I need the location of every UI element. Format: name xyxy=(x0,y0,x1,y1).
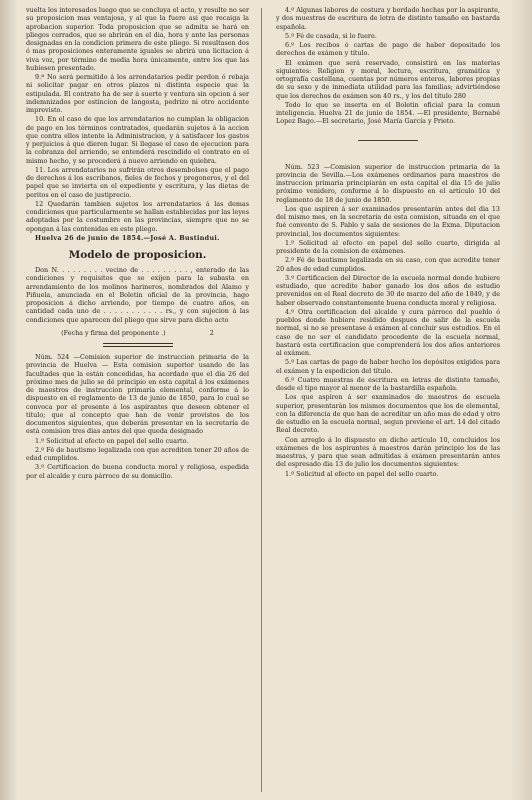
right-column xyxy=(276,6,500,794)
section-separator xyxy=(103,343,173,347)
notice-523-item: 3.º Certificacion del Director de la escuela normal donde hubiere estudiado, que acredite haber ganado los dos años de estudio prevenidos en el Real decreto de 30 de marzo del año de 1849, y de haber observado constantemente buena conducta moral y religiosa. xyxy=(276,273,500,307)
notice-523-item: 4.º Otra certificacion del alcalde y cura párroco del pueblo ó pueblos donde hubiere residido despues de salir de la escuela normal, si no se presentase á exámen al concluir sus estudios. En el caso de no ser el candidato procedente de la escuela normal, bastará esta certificacion que comprenderá los dos años anteriores al exámen. xyxy=(276,307,500,357)
model-signature-text: (Fecha y firma del proponente .) xyxy=(61,328,166,337)
model-signature-number: 2 xyxy=(209,328,214,337)
left-column xyxy=(26,6,249,794)
paragraph: 10. En el caso de que los arrendatarios no cumplan la obligacion de pago en los términos contratados, quedarán sujetos á la accion que contra ellos intente la Administracion, y á satisfacer los gastos y perjuicios á que dieren lugar. Si llegase el caso de ejecucion para la cobranza del arriendo, se entenderá rescindido el contrato en el mismo hecho, y se procederá á nuevo arriendo en quiebra. xyxy=(26,115,249,165)
notice-523-item: 2.º Fé de bautismo legalizada en su caso, con que acredite tener 20 años de edad cumplidos. xyxy=(276,256,500,273)
model-title: Modelo de proposicion. xyxy=(68,249,207,261)
notice-524-intro: Núm. 524 —Comision superior de instruccion primaria de la provincia de Huelva — Esta comision superior usando de las facultades que la están concedidas, ha acordado que el dia 26 del próximo mes de julio se dé principio en esta capital á los exámenes de maestros de instruccion primaria elemental, conforme á lo dispuesto en el reglamento de 13 de junio de 1850, para lo cual se convoca por el presente á los aspirantes que deseen obtener el título; que al concepto que han de venir provistos de los documentos siguientes, que deberán presentar en la secretaría de está comision tres dias antes del que queda designado xyxy=(26,353,249,436)
paragraph: 5.º Fé de casada, si lo fuere. xyxy=(285,31,377,40)
paragraph: 4.º Algunas labores de costura y bordado hechas por la aspirante, y dos muestras de escritura de letra de distinto tamaño en bastarda española. xyxy=(276,6,500,31)
paragraph: El exámen que será reservado, consistirá en las materias siguientes: Religion y moral, lectura, escritura, gramática y ortografía castellana, cuentas por números enteros, labores propias de su sexo y de inmediata utilidad para las familias; advirtiéndose que los derechos de exámen son 40 rs., y los del título 280 xyxy=(276,58,500,100)
paragraph: 6.º Los recibos ó cartas de pago de haber depositado los derechos de exámen y título. xyxy=(276,41,500,58)
notice-523-intro: Núm. 523 —Comision superior de instruccion primaria de la provincia de Sevilla.—Los exámenes ordinarios para maestros de instruccion primaria principiarán en esta capital el dia 15 de julio próximo venidero, conforme á lo dispuesto en el artículo 10 del reglamento de 18 de junio de 1850. xyxy=(276,162,500,204)
notice-524-item: 2.º Fé de bautismo legalizada con que acrediten tener 20 años de edad cumplidos. xyxy=(26,445,249,462)
model-body: Don N. . . . . . . . . vecino de . . . . . . . . . , enterado de las condiciones y requisitos que se exijen para la subasta en arrendamiento de los molinos harineros, nombrados del Alamo y Piñuela, anunciada en el Boletin oficial de la provincia, hago proposicion á dicho arriendo, por tiempo de cuatro años, en cantidad cada uno de . . . . . . . . . . . rs., y con sujecion á las condiciones que aparecen del pliego que sirve para dicho acto xyxy=(26,266,249,324)
paragraph: 12 Quedarán tambien sujetos los arrendatarios á las demas condiciones que particularmente se hallan establecidas por las leyes adoptadas por la costumbre en las provincias, siempre que no se opongan á las contenidas en este pliego. xyxy=(26,199,249,233)
binding-shadow xyxy=(0,0,18,800)
notice-523-item: 5.º Las cartas de pago de haber hecho los depósitos exigidos para el exámen y la espedicion del título. xyxy=(276,358,500,375)
column-divider xyxy=(261,8,262,792)
paragraph: Los que aspiren á ser examinados de maestros de escuela superior, presentarán los mismos documentos que los de elemental, con la diferencia de que han de acreditar un año mas de edad y otro de estudio en la escuela normal, segun previene el art. 14 del citado Real decreto. xyxy=(276,393,500,435)
model-signature xyxy=(26,329,249,337)
paragraph: vuelta los interesados luego que se concluya el acto, y resulte no ser su proposicion mas ventajosa, y al que la fuere asi que recaiga la aprobacion superior. Toda proposicion que se admita se hará en pliegos cerrados, que se abrirán en el dia, hora y ante las personas designadas en la condicion primera de este pliego. Si resultasen dos ó mas proposiciones enteramente iguales se abrirá una licitacion á viva voz, por término de media hora únicamente, entre los que las hubiesen presentado. xyxy=(26,6,249,72)
paragraph: Todo lo que se inserta en el Boletin oficial para la comun inteligencia. Huelva 21 de junio de 1854. —El presidente, Bernabé Lopez Bago.—El secretario, José María García y Prieto. xyxy=(276,100,500,126)
notice-523-item: 1.º Solicitud al efecto en papel del sello cuarto, dirigida al presidente de la comision de exámenes. xyxy=(276,238,500,255)
paragraph: Los que aspiren á ser examinados presentarán antes del dia 13 del mismo mes, en la secretaria de esta comision, situada en el que fué convento de S. Pablo y sala de sesiones de la Exma. Diputacion provincial, los documentos siguientes: xyxy=(276,204,500,238)
paragraph: 9.ª No será permitido á los arrendatarios pedir perdon ó rebaja ni solicitar pagar en otros plazos ni distinta especie que la estipulada. El contrato ha de ser á suerte y ventura sin opcion á ser indemnizados por estincion de langosta, pedrizo ni otro accidente imprevisto. xyxy=(26,73,249,114)
notice-524-item: 1.º Solicitud al efecto en papel del sello cuarto. xyxy=(35,436,189,445)
paragraph: Con arreglo á lo dispuesto en dicho artículo 10, concluidos los exámenes de los aspirantes á maestros darán principio los de las maestras, y para que sean admitidas á exámen presentarán antes del espresado dia 13 de julio los documentos siguientes: xyxy=(276,435,500,469)
section-separator xyxy=(358,140,418,141)
page-edge-shadow xyxy=(510,0,532,800)
paragraph: 11. Los arrendatarios no sufrirán otros desembolsos que el pago de derechos á los escribanos, fieles de fechos y pregoneros, y el del papel que se invierta en el expediente y escritura, y las dietas de peritos en el caso de justiprecio. xyxy=(26,165,249,199)
date-signature-line: Huelva 26 de junio de 1854.—José A. Bustindui. xyxy=(35,233,220,242)
notice-524-item: 3.º Certificacion de buena conducta moral y religiosa, espedida por el alcalde y cura párroco de su domicilio. xyxy=(26,463,249,480)
notice-523-item: 1.º Solicitud al efecto en papel del sello cuarto. xyxy=(285,469,439,478)
notice-523-item: 6.º Cuatro muestras de escritura en letras de distinto tamaño, desde el tipo mayor al menor de la bastardilla española. xyxy=(276,375,500,392)
